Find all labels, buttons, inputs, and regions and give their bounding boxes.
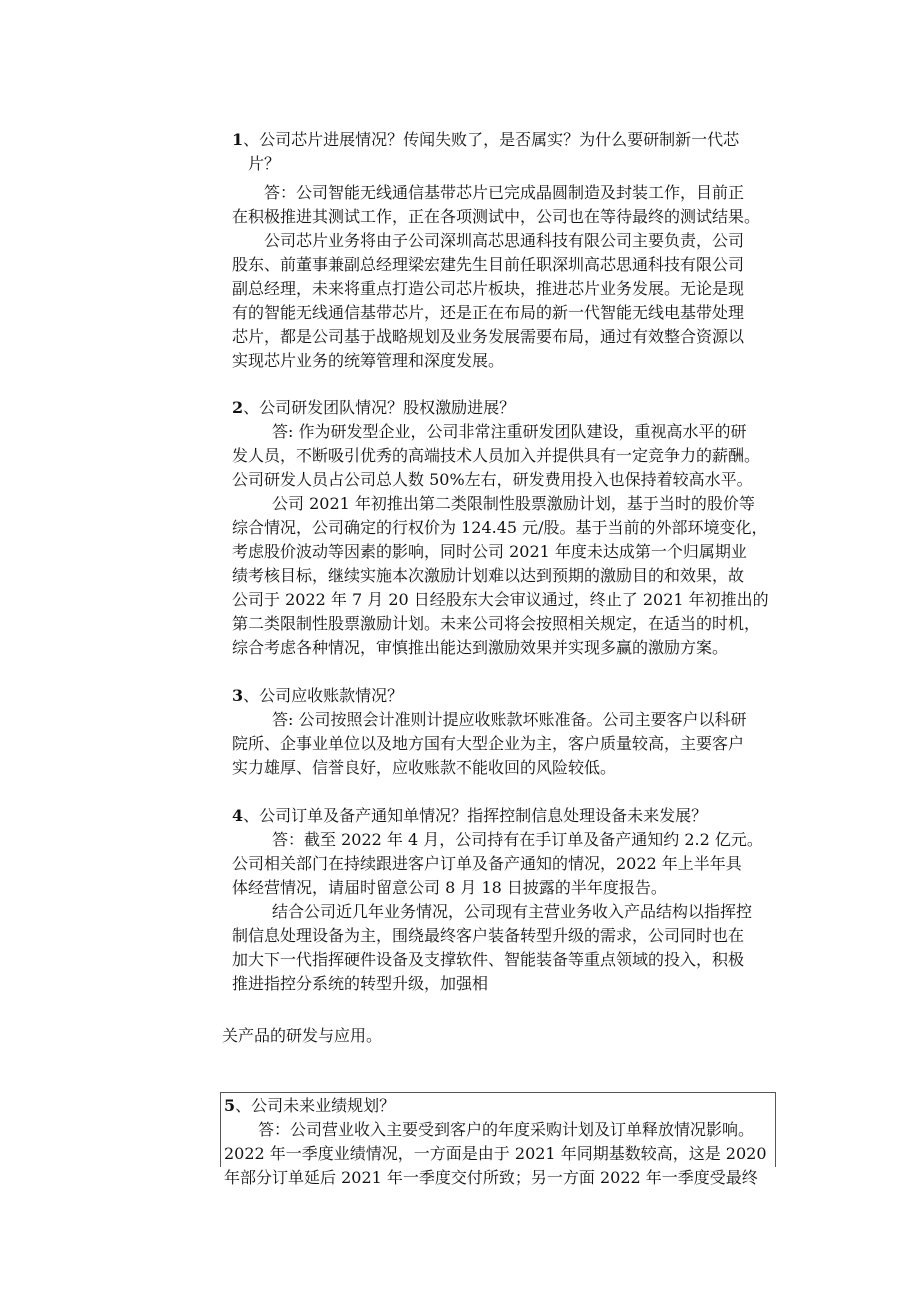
question-2	[232, 396, 515, 420]
answer-line: 绩考核目标，继续实施本次激励计划难以达到预期的激励目的和效果，故	[232, 566, 745, 585]
question-text-continued: 片？	[248, 154, 281, 173]
question-text: 、公司研发团队情况？股权激励进展？	[243, 398, 516, 417]
answer-line: 年部分订单延后 2021 年一季度交付所致；另一方面 2022 年一季度受最终	[224, 1168, 758, 1187]
answer-line: 2022 年一季度业绩情况，一方面是由于 2021 年同期基数较高，这是 2020	[224, 1144, 767, 1163]
answer-line: 发人员，不断吸引优秀的高端技术人员加入并提供具有一定竞争力的薪酬。	[232, 446, 761, 465]
question-3	[232, 684, 403, 708]
answer-line: 股东、前董事兼副总经理梁宏建先生目前任职深圳高芯思通科技有限公司	[232, 255, 745, 274]
question-text: 、公司未来业绩规划？	[235, 1096, 396, 1115]
answer-line: 公司芯片业务将由子公司深圳高芯思通科技有限公司主要负责，公司	[264, 231, 745, 250]
answer-line: 公司相关部门在持续跟进客户订单及备产通知的情况，2022 年上半年具	[232, 854, 742, 873]
answer-line: 公司于 2022 年 7 月 20 日经股东大会审议通过，终止了 2021 年初推出的	[232, 590, 769, 609]
answer-line: 推进指控分系统的转型升级，加强相	[232, 974, 489, 993]
answer-line: 体经营情况，请届时留意公司 8 月 18 日披露的半年度报告。	[232, 878, 667, 897]
answer-line: 综合情况，公司确定的行权价为 124.45 元/股。基于当前的外部环境变化，	[232, 518, 768, 537]
question-4	[232, 804, 707, 828]
question-number: 4	[232, 806, 244, 825]
answer-line: 答：截至 2022 年 4 月，公司持有在手订单及备产通知约 2.2 亿元。	[272, 830, 763, 849]
question-number: 3	[232, 686, 244, 705]
answer-line: 副总经理，未来将重点打造公司芯片板块，推进芯片业务发展。无论是现	[232, 279, 745, 298]
answer-line: 公司 2021 年初推出第二类限制性股票激励计划，基于当时的股价等	[272, 494, 755, 513]
answer-line: 实现芯片业务的统筹管理和深度发展。	[232, 351, 505, 370]
answer-line: 综合考虑各种情况，审慎推出能达到激励效果并实现多赢的激励方案。	[232, 638, 729, 657]
question-5	[224, 1094, 395, 1118]
answer-line: 加大下一代指挥硬件设备及支撑软件、智能装备等重点领域的投入，积极	[232, 950, 745, 969]
question-1	[232, 128, 739, 152]
answer-line: 答: 公司按照会计准则计提应收账款坏账准备。公司主要客户以科研	[272, 710, 747, 729]
answer-line: 考虑股价波动等因素的影响，同时公司 2021 年度未达成第一个归属期业	[232, 542, 747, 561]
answer-line: 第二类限制性股票激励计划。未来公司将会按照相关规定，在适当的时机，	[232, 614, 761, 633]
question-number: 5	[224, 1096, 236, 1115]
question-text: 、公司芯片进展情况？传闻失败了，是否属实？为什么要研制新一代芯	[243, 130, 740, 149]
answer-line: 芯片，都是公司基于战略规划及业务发展需要布局，通过有效整合资源以	[232, 327, 745, 346]
question-number: 2	[232, 398, 244, 417]
answer-line: 关产品的研发与应用。	[222, 1026, 383, 1045]
answer-line: 答: 作为研发型企业，公司非常注重研发团队建设，重视高水平的研	[272, 422, 747, 441]
question-number: 1	[232, 130, 244, 149]
question-text: 、公司应收账款情况？	[243, 686, 404, 705]
answer-line: 答：公司营业收入主要受到客户的年度采购计划及订单释放情况影响。	[258, 1120, 755, 1139]
answer-line: 结合公司近几年业务情况，公司现有主营业务收入产品结构以指挥控	[272, 902, 753, 921]
answer-line: 院所、企事业单位以及地方国有大型企业为主，客户质量较高，主要客户	[232, 734, 745, 753]
question-text: 、公司订单及备产通知单情况？指挥控制信息处理设备未来发展？	[243, 806, 708, 825]
answer-line: 有的智能无线通信基带芯片，还是正在布局的新一代智能无线电基带处理	[232, 303, 745, 322]
answer-line: 在积极推进其测试工作，正在各项测试中，公司也在等待最终的测试结果。	[232, 207, 761, 226]
answer-line: 公司研发人员占公司总人数 50%左右，研发费用投入也保持着较高水平。	[232, 470, 753, 489]
answer-line: 实力雄厚、信誉良好，应收账款不能收回的风险较低。	[232, 758, 617, 777]
answer-line: 答：公司智能无线通信基带芯片已完成晶圆制造及封装工作，目前正	[264, 183, 745, 202]
answer-line: 制信息处理设备为主，围绕最终客户装备转型升级的需求，公司同时也在	[232, 926, 745, 945]
